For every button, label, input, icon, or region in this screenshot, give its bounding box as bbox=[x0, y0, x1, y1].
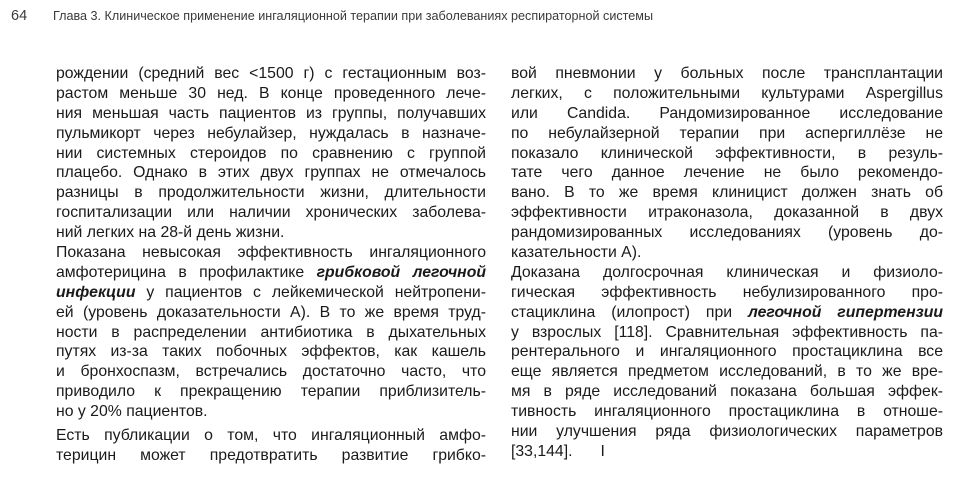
text-line: рентерального и ингаляционного простациклина все bbox=[511, 343, 943, 361]
text-cursor-mark: I bbox=[600, 442, 605, 460]
text-line: госпитализации или наличии хронических заболева- bbox=[56, 204, 486, 222]
text-fragment: амфотерицина в профилактике bbox=[56, 263, 317, 281]
text-fragment: стациклина (илопрост) при bbox=[511, 303, 749, 321]
running-title: Глава 3. Клиническое применение ингаляционной терапии при заболеваниях респираторной системы bbox=[53, 9, 653, 23]
text-line: рождении (средний вес <1500 г) с гестационным воз- bbox=[56, 65, 486, 82]
text-line: рандомизированных исследованиях (уровень до- bbox=[511, 224, 943, 242]
text-line bbox=[511, 303, 943, 323]
text-line: ей (уровень доказательности A). В то же время труд- bbox=[56, 303, 486, 321]
text-line: ности в распределении антибиотика в дыхательных bbox=[56, 323, 486, 341]
right-column bbox=[511, 64, 943, 462]
text-line: приводило к прекращению терапии приблизитель- bbox=[56, 383, 486, 401]
text-line: Доказана долгосрочная клиническая и физиоло- bbox=[511, 263, 943, 281]
text-line: Есть публикации о том, что ингаляционный амфо- bbox=[56, 427, 486, 445]
text-line: мя в ряде исследований показана большая эффек- bbox=[511, 383, 943, 401]
text-line: тате чего данное лечение не было рекомендо- bbox=[511, 164, 943, 182]
key-term: легочной гипертензии bbox=[748, 303, 943, 321]
text-line: показало клинической эффективности, в резуль- bbox=[511, 144, 943, 162]
text-line bbox=[56, 263, 486, 283]
text-fragment: [33,144]. bbox=[511, 442, 573, 460]
text-line bbox=[511, 442, 943, 462]
text-line: или Candida. Рандомизированное исследование bbox=[511, 104, 943, 122]
text-line: ний легких на 28-й день жизни. bbox=[56, 224, 285, 242]
text-line: вой пневмонии у больных после трансплантации bbox=[511, 65, 943, 82]
text-line: легких, с положительными культурами Aspergillus bbox=[511, 84, 943, 102]
text-line: тивность ингаляционного простациклина в отноше- bbox=[511, 403, 943, 421]
page-number: 64 bbox=[11, 8, 28, 24]
text-line: вано. В то же время клиницист должен знать об bbox=[511, 184, 943, 202]
text-line: плацебо. Однако в этих двух группах не отмечалось bbox=[56, 164, 486, 182]
text-line: и бронхоспазм, встречались достаточно часто, что bbox=[56, 363, 486, 381]
text-line: эффективности итраконазола, доказанной в двух bbox=[511, 204, 943, 222]
page-header bbox=[11, 6, 961, 30]
key-term: инфекции bbox=[56, 283, 136, 301]
key-term: грибковой легочной bbox=[316, 263, 486, 281]
text-fragment: у пациентов с лейкемической нейтропени- bbox=[135, 283, 486, 301]
text-line: ния меньшая часть пациентов из группы, получавших bbox=[56, 104, 486, 122]
text-line: Показана невысокая эффективность ингаляционного bbox=[56, 244, 486, 262]
text-line: у взрослых [118]. Сравнительная эффективность па- bbox=[511, 323, 943, 341]
text-line: по небулайзерной терапии при аспергиллёзе не bbox=[511, 124, 943, 142]
text-line: еще является предметом исследований, в то же вре- bbox=[511, 363, 943, 381]
text-line bbox=[56, 283, 486, 303]
text-line: пульмикорт через небулайзер, нуждалась в назначе- bbox=[56, 124, 486, 142]
text-line: гическая эффективность небулизированного про- bbox=[511, 283, 943, 301]
text-line: терицин может предотвратить развитие грибко- bbox=[56, 446, 486, 464]
text-line: нии системных стероидов по сравнению с группой bbox=[56, 144, 486, 162]
left-column bbox=[56, 64, 486, 466]
text-line: но у 20% пациентов. bbox=[56, 403, 208, 421]
text-line: нии улучшения ряда физиологических параметров bbox=[511, 423, 943, 441]
text-line: разницы в продолжительности жизни, длительности bbox=[56, 184, 486, 202]
text-line: растом меньше 30 нед. В конце проведенного лече- bbox=[56, 84, 486, 102]
text-line: путях из-за таких побочных эффектов, как кашель bbox=[56, 343, 486, 361]
text-line: казательности A). bbox=[511, 244, 642, 262]
